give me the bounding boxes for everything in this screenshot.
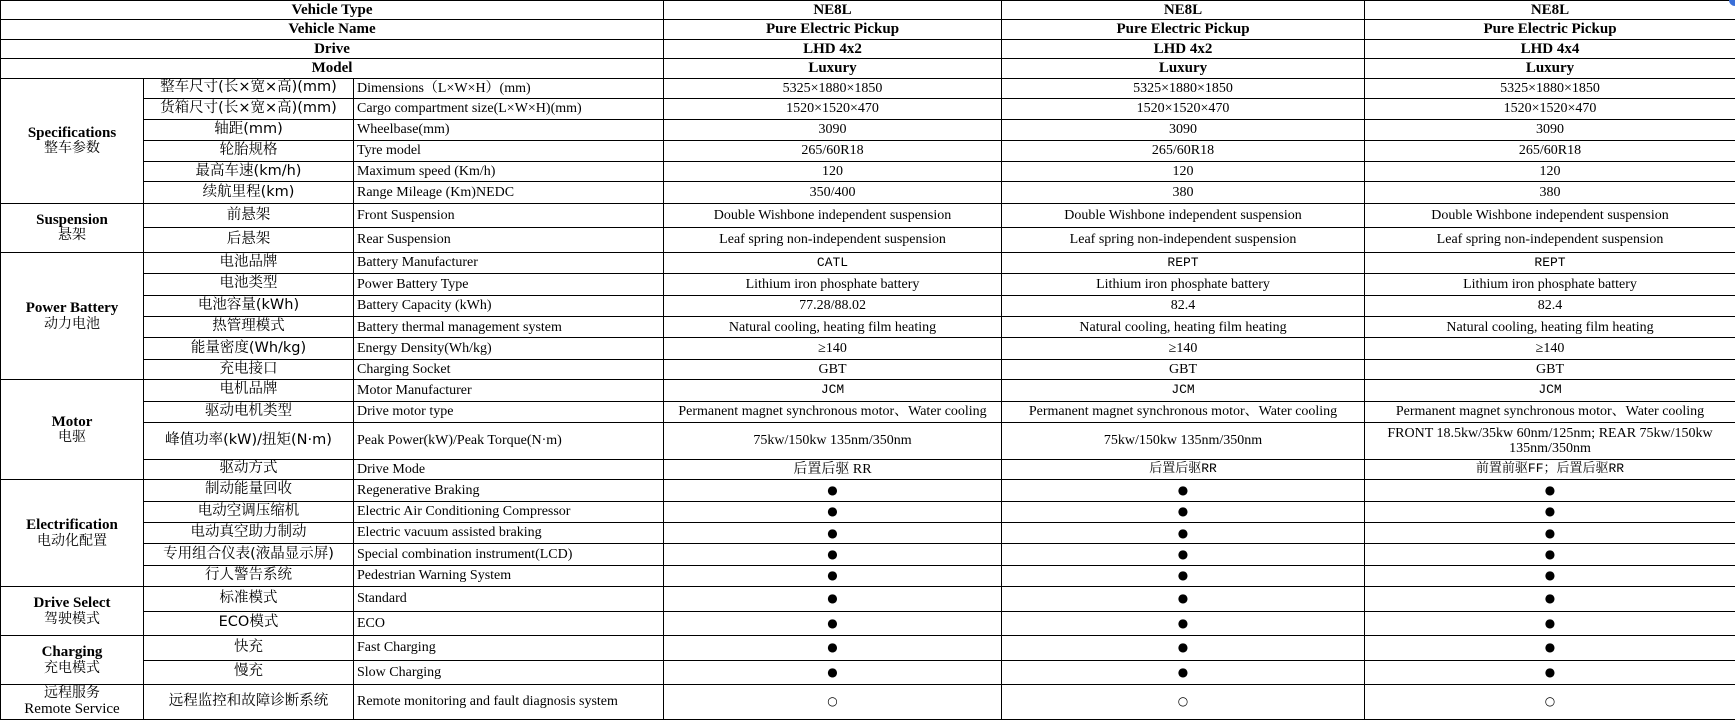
value-col-1: ● bbox=[664, 522, 1002, 543]
vehicle-name-col-2: Pure Electric Pickup bbox=[1002, 20, 1365, 39]
model-col-2: Luxury bbox=[1002, 59, 1365, 78]
value-col-3: 5325×1880×1850 bbox=[1365, 78, 1735, 98]
feature-zh-label: 续航里程(km) bbox=[144, 182, 354, 203]
feature-en-label: Motor Manufacturer bbox=[354, 380, 664, 401]
value-col-1: 5325×1880×1850 bbox=[664, 78, 1002, 98]
value-col-1: Natural cooling, heating film heating bbox=[664, 317, 1002, 338]
feature-en-label: Special combination instrument(LCD) bbox=[354, 544, 664, 565]
feature-zh-label: 后悬架 bbox=[144, 228, 354, 252]
value-col-3: ● bbox=[1365, 480, 1735, 501]
value-col-1: JCM bbox=[664, 380, 1002, 401]
value-col-2: 5325×1880×1850 bbox=[1002, 78, 1365, 98]
value-col-2: ● bbox=[1002, 636, 1365, 660]
value-col-3: ● bbox=[1365, 565, 1735, 586]
category-power-battery bbox=[1, 252, 144, 379]
value-col-2: 265/60R18 bbox=[1002, 140, 1365, 161]
spec-row bbox=[1, 203, 1735, 227]
value-col-3: Lithium iron phosphate battery bbox=[1365, 274, 1735, 295]
value-col-2: ● bbox=[1002, 660, 1365, 684]
value-col-2: ● bbox=[1002, 611, 1365, 635]
vehicle-type-label: Vehicle Type bbox=[1, 1, 664, 20]
feature-en-label: Battery Manufacturer bbox=[354, 252, 664, 273]
value-col-3: JCM bbox=[1365, 380, 1735, 401]
spec-row bbox=[1, 565, 1735, 586]
vehicle-type-col-1: NE8L bbox=[664, 1, 1002, 20]
value-col-3: ● bbox=[1365, 660, 1735, 684]
feature-en-label: Remote monitoring and fault diagnosis system bbox=[354, 685, 664, 720]
value-col-3: Leaf spring non-independent suspension bbox=[1365, 228, 1735, 252]
spec-row bbox=[1, 359, 1735, 379]
feature-en-label: Energy Density(Wh/kg) bbox=[354, 338, 664, 359]
feature-zh-label: 货箱尺寸(长×宽×高)(mm) bbox=[144, 98, 354, 119]
value-col-1: 265/60R18 bbox=[664, 140, 1002, 161]
feature-zh-label: 电机品牌 bbox=[144, 380, 354, 401]
spec-row bbox=[1, 423, 1735, 460]
feature-zh-label: 能量密度(Wh/kg) bbox=[144, 338, 354, 359]
value-col-3: ● bbox=[1365, 522, 1735, 543]
feature-zh-label: 前悬架 bbox=[144, 203, 354, 227]
feature-en-label: Slow Charging bbox=[354, 660, 664, 684]
spec-row bbox=[1, 317, 1735, 338]
value-col-2: ● bbox=[1002, 587, 1365, 611]
category-en-label: Power Battery bbox=[25, 300, 119, 317]
value-col-2: 3090 bbox=[1002, 120, 1365, 140]
value-col-3: 82.4 bbox=[1365, 295, 1735, 316]
value-col-1: ● bbox=[664, 501, 1002, 522]
value-col-3: ● bbox=[1365, 611, 1735, 635]
value-col-1: ● bbox=[664, 636, 1002, 660]
feature-en-label: Tyre model bbox=[354, 140, 664, 161]
feature-en-label: Drive motor type bbox=[354, 401, 664, 422]
category-zh-label: 电驱 bbox=[58, 429, 86, 446]
feature-en-label: Maximum speed (Km/h) bbox=[354, 162, 664, 182]
value-col-2: 120 bbox=[1002, 162, 1365, 182]
feature-en-label: Power Battery Type bbox=[354, 274, 664, 295]
feature-en-label: Battery Capacity (kWh) bbox=[354, 295, 664, 316]
header-row-vehicle-name bbox=[1, 20, 1735, 39]
spec-row bbox=[1, 78, 1735, 98]
value-col-1: 77.28/88.02 bbox=[664, 295, 1002, 316]
feature-zh-label: 轮胎规格 bbox=[144, 140, 354, 161]
feature-zh-label: 充电接口 bbox=[144, 359, 354, 379]
value-col-1: ○ bbox=[664, 685, 1002, 720]
feature-zh-label: 标准模式 bbox=[144, 587, 354, 611]
category-zh-label: 悬架 bbox=[58, 227, 86, 244]
value-col-2: GBT bbox=[1002, 359, 1365, 379]
value-col-3: GBT bbox=[1365, 359, 1735, 379]
spec-row bbox=[1, 140, 1735, 161]
value-col-2: Double Wishbone independent suspension bbox=[1002, 203, 1365, 227]
value-col-3: ● bbox=[1365, 636, 1735, 660]
value-col-3: ● bbox=[1365, 544, 1735, 565]
value-col-3: Natural cooling, heating film heating bbox=[1365, 317, 1735, 338]
category-zh-label: 整车参数 bbox=[44, 140, 100, 157]
drive-label: Drive bbox=[1, 39, 664, 58]
category-zh-label: 驾驶模式 bbox=[44, 610, 100, 627]
spec-row bbox=[1, 98, 1735, 119]
value-col-2: ● bbox=[1002, 480, 1365, 501]
spec-row bbox=[1, 611, 1735, 635]
spec-row bbox=[1, 522, 1735, 543]
feature-zh-label: 热管理模式 bbox=[144, 317, 354, 338]
value-col-1: CATL bbox=[664, 252, 1002, 273]
value-col-2: Lithium iron phosphate battery bbox=[1002, 274, 1365, 295]
category-zh-label: 充电模式 bbox=[44, 659, 100, 676]
value-col-2: ● bbox=[1002, 501, 1365, 522]
feature-en-label: ECO bbox=[354, 611, 664, 635]
vehicle-name-col-1: Pure Electric Pickup bbox=[664, 20, 1002, 39]
category-zh-label: 电动化配置 bbox=[37, 532, 107, 549]
feature-en-label: Cargo compartment size(L×W×H)(mm) bbox=[354, 98, 664, 119]
feature-zh-label: 制动能量回收 bbox=[144, 480, 354, 501]
feature-en-label: Electric vacuum assisted braking bbox=[354, 522, 664, 543]
feature-en-label: Standard bbox=[354, 587, 664, 611]
feature-zh-label: 轴距(mm) bbox=[144, 120, 354, 140]
category-suspension bbox=[1, 203, 144, 252]
value-col-3: 120 bbox=[1365, 162, 1735, 182]
feature-en-label: Front Suspension bbox=[354, 203, 664, 227]
value-col-3: 前置前驱FF；后置后驱RR bbox=[1365, 459, 1735, 479]
value-col-3: 3090 bbox=[1365, 120, 1735, 140]
spec-row bbox=[1, 660, 1735, 684]
feature-zh-label: 整车尺寸(长×宽×高)(mm) bbox=[144, 78, 354, 98]
value-col-2: 380 bbox=[1002, 182, 1365, 203]
feature-zh-label: 驱动方式 bbox=[144, 459, 354, 479]
spec-row bbox=[1, 120, 1735, 140]
header-row-model bbox=[1, 59, 1735, 78]
feature-zh-label: 快充 bbox=[144, 636, 354, 660]
value-col-3: FRONT 18.5kw/35kw 60nm/125nm; REAR 75kw/150kw 135nm/350nm bbox=[1365, 423, 1735, 460]
value-col-3: Double Wishbone independent suspension bbox=[1365, 203, 1735, 227]
category-zh-label: 远程服务 bbox=[44, 685, 100, 702]
value-col-2: Leaf spring non-independent suspension bbox=[1002, 228, 1365, 252]
spec-row bbox=[1, 228, 1735, 252]
feature-en-label: Charging Socket bbox=[354, 359, 664, 379]
drive-col-1: LHD 4x2 bbox=[664, 39, 1002, 58]
value-col-2: ● bbox=[1002, 522, 1365, 543]
category-zh-label: 动力电池 bbox=[44, 315, 100, 332]
category-charging bbox=[1, 636, 144, 685]
feature-en-label: Dimensions（L×W×H）(mm) bbox=[354, 78, 664, 98]
spec-row bbox=[1, 380, 1735, 401]
feature-zh-label: 行人警告系统 bbox=[144, 565, 354, 586]
category-en-label: Electrification bbox=[26, 517, 118, 534]
value-col-2: ● bbox=[1002, 544, 1365, 565]
spec-row bbox=[1, 459, 1735, 479]
value-col-3: ≥140 bbox=[1365, 338, 1735, 359]
spec-row bbox=[1, 182, 1735, 203]
value-col-1: GBT bbox=[664, 359, 1002, 379]
spec-row bbox=[1, 480, 1735, 501]
value-col-2: JCM bbox=[1002, 380, 1365, 401]
feature-en-label: Regenerative Braking bbox=[354, 480, 664, 501]
value-col-1: 350/400 bbox=[664, 182, 1002, 203]
spec-row bbox=[1, 401, 1735, 422]
category-remote-service bbox=[1, 685, 144, 720]
value-col-2: ○ bbox=[1002, 685, 1365, 720]
value-col-3: 265/60R18 bbox=[1365, 140, 1735, 161]
category-electrification bbox=[1, 480, 144, 587]
drive-col-3: LHD 4x4 bbox=[1365, 39, 1735, 58]
value-col-2: 82.4 bbox=[1002, 295, 1365, 316]
spec-row bbox=[1, 636, 1735, 660]
feature-zh-label: 最高车速(km/h) bbox=[144, 162, 354, 182]
vehicle-type-col-3: NE8L bbox=[1365, 1, 1735, 20]
header-row-vehicle-type bbox=[1, 1, 1735, 20]
feature-zh-label: 电池容量(kWh) bbox=[144, 295, 354, 316]
feature-en-label: Peak Power(kW)/Peak Torque(N·m) bbox=[354, 423, 664, 460]
value-col-1: ● bbox=[664, 587, 1002, 611]
feature-zh-label: 远程监控和故障诊断系统 bbox=[144, 685, 354, 720]
value-col-2: Natural cooling, heating film heating bbox=[1002, 317, 1365, 338]
vehicle-type-col-2: NE8L bbox=[1002, 1, 1365, 20]
spec-row bbox=[1, 274, 1735, 295]
value-col-2: 1520×1520×470 bbox=[1002, 98, 1365, 119]
feature-zh-label: 专用组合仪表(液晶显示屏) bbox=[144, 544, 354, 565]
value-col-1: ● bbox=[664, 480, 1002, 501]
value-col-2: Permanent magnet synchronous motor、Water cooling bbox=[1002, 401, 1365, 422]
value-col-1: 后置后驱 RR bbox=[664, 459, 1002, 479]
value-col-1: Lithium iron phosphate battery bbox=[664, 274, 1002, 295]
value-col-1: Leaf spring non-independent suspension bbox=[664, 228, 1002, 252]
value-col-2: 75kw/150kw 135nm/350nm bbox=[1002, 423, 1365, 460]
value-col-1: ● bbox=[664, 611, 1002, 635]
feature-en-label: Range Mileage (Km)NEDC bbox=[354, 182, 664, 203]
value-col-2: REPT bbox=[1002, 252, 1365, 273]
spec-row bbox=[1, 162, 1735, 182]
spec-row bbox=[1, 501, 1735, 522]
category-en-label: Specifications bbox=[27, 124, 117, 141]
value-col-1: 1520×1520×470 bbox=[664, 98, 1002, 119]
drive-col-2: LHD 4x2 bbox=[1002, 39, 1365, 58]
value-col-1: ● bbox=[664, 544, 1002, 565]
spec-row bbox=[1, 685, 1735, 720]
spec-row bbox=[1, 338, 1735, 359]
feature-zh-label: 电动真空助力制动 bbox=[144, 522, 354, 543]
value-col-1: Permanent magnet synchronous motor、Water cooling bbox=[664, 401, 1002, 422]
vehicle-name-label: Vehicle Name bbox=[1, 20, 664, 39]
spec-row bbox=[1, 587, 1735, 611]
value-col-3: REPT bbox=[1365, 252, 1735, 273]
value-col-1: 3090 bbox=[664, 120, 1002, 140]
feature-en-label: Battery thermal management system bbox=[354, 317, 664, 338]
spec-row bbox=[1, 544, 1735, 565]
category-en-label: Motor bbox=[51, 413, 93, 430]
value-col-3: ○ bbox=[1365, 685, 1735, 720]
category-en-label: Suspension bbox=[36, 211, 108, 228]
category-en-label: Charging bbox=[41, 644, 103, 661]
model-col-1: Luxury bbox=[664, 59, 1002, 78]
feature-en-label: Electric Air Conditioning Compressor bbox=[354, 501, 664, 522]
value-col-3: Permanent magnet synchronous motor、Water cooling bbox=[1365, 401, 1735, 422]
feature-zh-label: 慢充 bbox=[144, 660, 354, 684]
model-col-3: Luxury bbox=[1365, 59, 1735, 78]
value-col-2: ● bbox=[1002, 565, 1365, 586]
value-col-1: ≥140 bbox=[664, 338, 1002, 359]
value-col-2: ≥140 bbox=[1002, 338, 1365, 359]
feature-en-label: Rear Suspension bbox=[354, 228, 664, 252]
value-col-1: ● bbox=[664, 565, 1002, 586]
category-en-label: Drive Select bbox=[33, 595, 111, 612]
feature-zh-label: 峰值功率(kW)/扭矩(N·m) bbox=[144, 423, 354, 460]
model-label: Model bbox=[1, 59, 664, 78]
feature-en-label: Fast Charging bbox=[354, 636, 664, 660]
feature-en-label: Wheelbase(mm) bbox=[354, 120, 664, 140]
feature-zh-label: 电动空调压缩机 bbox=[144, 501, 354, 522]
spec-row bbox=[1, 295, 1735, 316]
spec-row bbox=[1, 252, 1735, 273]
feature-zh-label: 驱动电机类型 bbox=[144, 401, 354, 422]
value-col-1: ● bbox=[664, 660, 1002, 684]
value-col-3: ● bbox=[1365, 587, 1735, 611]
value-col-3: 380 bbox=[1365, 182, 1735, 203]
category-motor bbox=[1, 380, 144, 480]
feature-en-label: Drive Mode bbox=[354, 459, 664, 479]
vehicle-name-col-3: Pure Electric Pickup bbox=[1365, 20, 1735, 39]
value-col-2: 后置后驱RR bbox=[1002, 459, 1365, 479]
header-row-drive bbox=[1, 39, 1735, 58]
value-col-3: 1520×1520×470 bbox=[1365, 98, 1735, 119]
feature-en-label: Pedestrian Warning System bbox=[354, 565, 664, 586]
feature-zh-label: 电池品牌 bbox=[144, 252, 354, 273]
category-en-label: Remote Service bbox=[24, 701, 120, 718]
value-col-1: Double Wishbone independent suspension bbox=[664, 203, 1002, 227]
category-specifications bbox=[1, 78, 144, 203]
category-drive-select bbox=[1, 587, 144, 636]
feature-zh-label: 电池类型 bbox=[144, 274, 354, 295]
value-col-1: 75kw/150kw 135nm/350nm bbox=[664, 423, 1002, 460]
value-col-3: ● bbox=[1365, 501, 1735, 522]
feature-zh-label: ECO模式 bbox=[144, 611, 354, 635]
value-col-1: 120 bbox=[664, 162, 1002, 182]
